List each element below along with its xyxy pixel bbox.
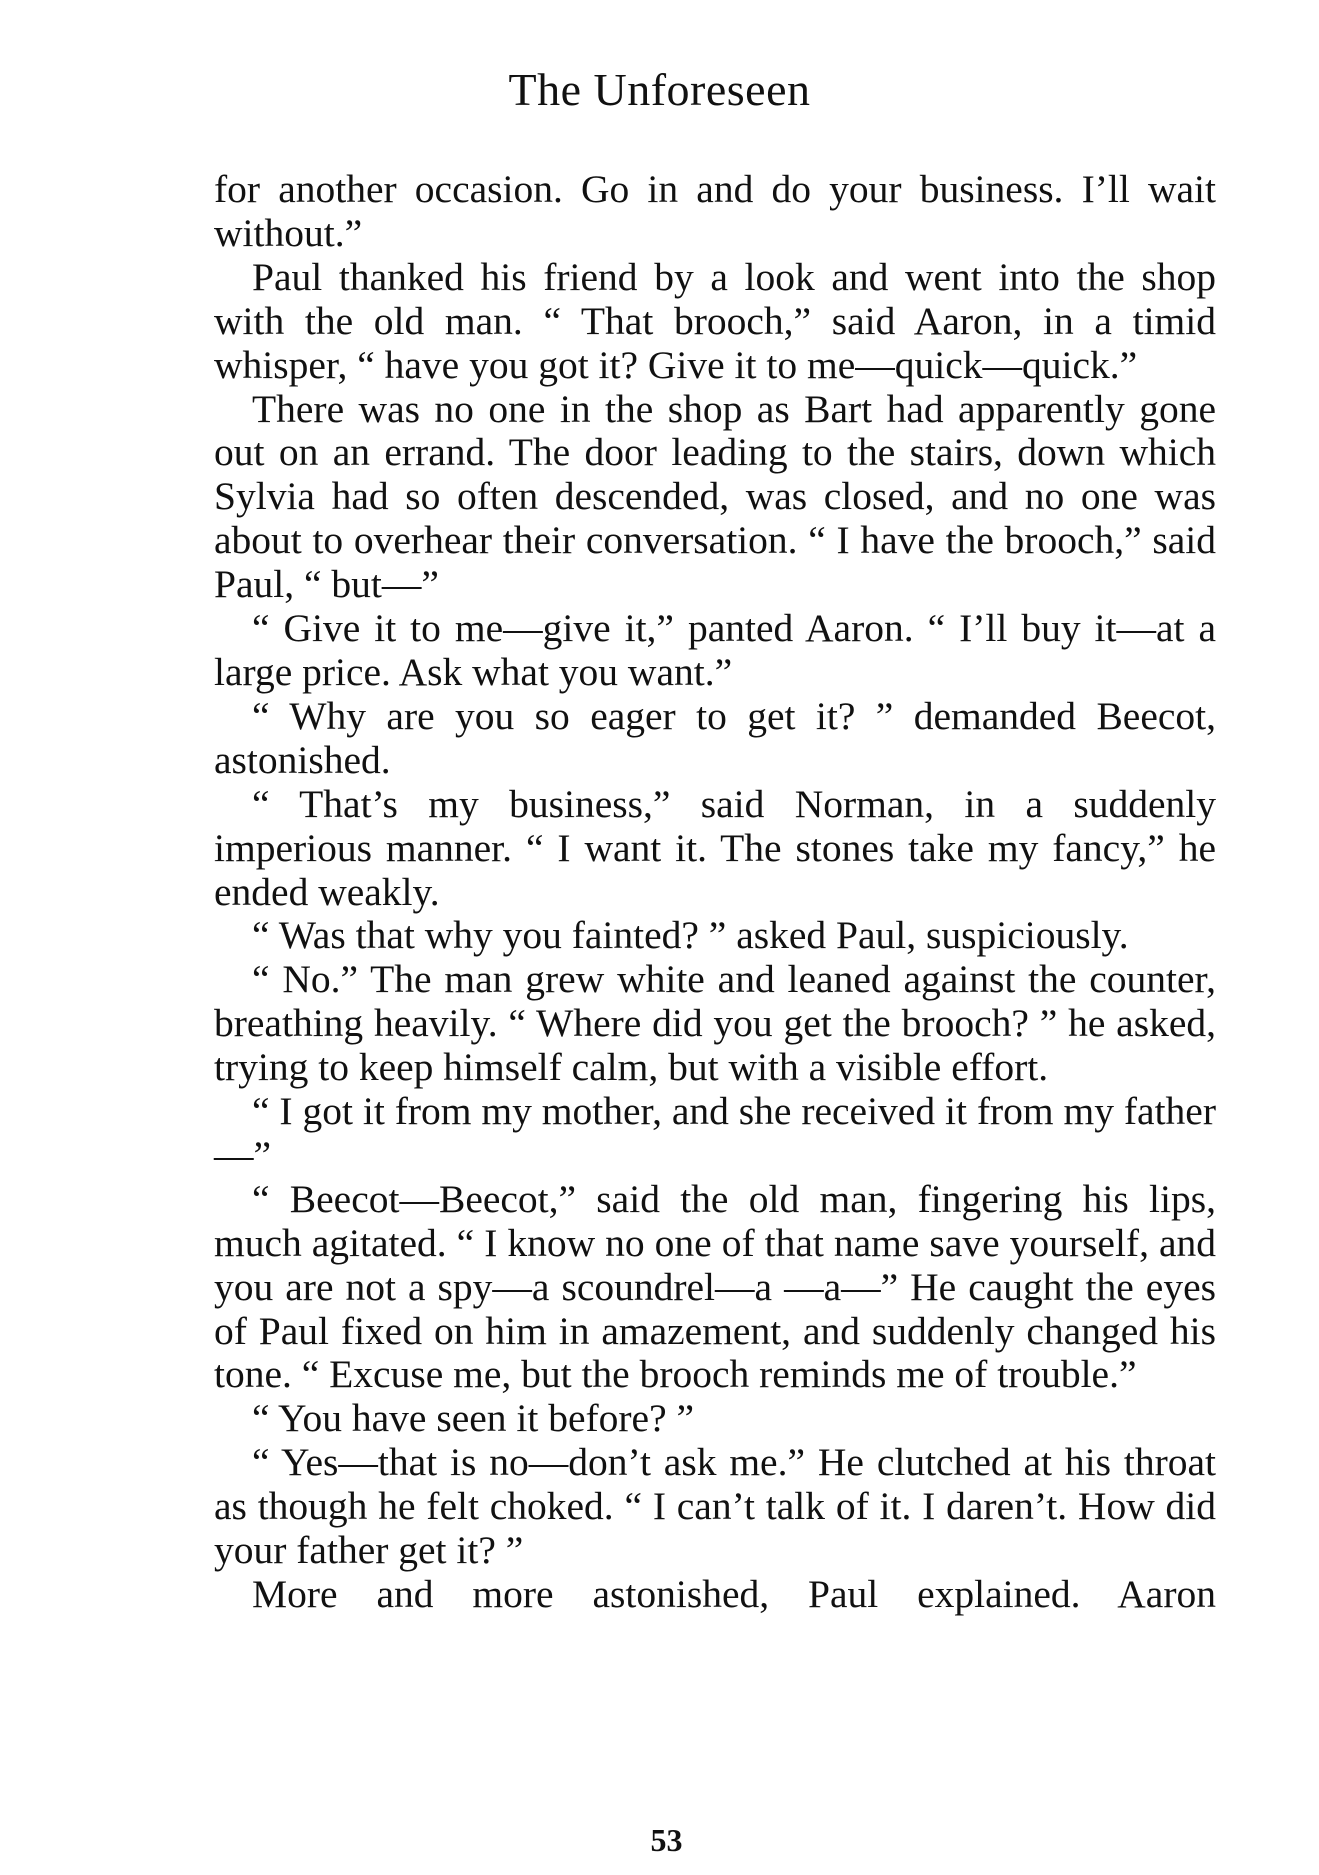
- paragraph: “ Give it to me—give it,” panted Aaron. “ I’ll buy it—at a large price. Ask what you want.”: [214, 606, 1216, 694]
- paragraph: “ Beecot—Beecot,” said the old man, fingering his lips, much agitated. “ I know no one of that name save yourself, and you are not a spy—a scoundrel—a —a—” He caught the eyes of Paul fixed on him in amazement, and suddenly changed his tone. “ Excuse me, but the brooch reminds me of trouble.”: [214, 1176, 1216, 1397]
- paragraph: “ Why are you so eager to get it? ” demanded Beecot, astonished.: [214, 693, 1216, 782]
- page-number: 53: [650, 1822, 683, 1858]
- paragraph: “ No.” The man grew white and leaned against the counter, breathing heavily. “ Where did you get the brooch? ” he asked, trying to keep himself calm, but with a visible effort.: [214, 957, 1216, 1090]
- paragraph: “ I got it from my mother, and she received it from my father—”: [214, 1089, 1216, 1177]
- paragraph: for another occasion. Go in and do your business. I’ll wait without.”: [214, 167, 1216, 255]
- paragraph: “ Yes—that is no—don’t ask me.” He clutched at his throat as though he felt choked. “ I can’t talk of it. I daren’t. How did your father get it? ”: [214, 1440, 1216, 1573]
- paragraph: “ Was that why you fainted? ” asked Paul, suspiciously.: [252, 913, 1129, 958]
- paragraph: “ You have seen it before? ”: [252, 1396, 695, 1441]
- running-head: The Unforeseen: [508, 64, 811, 115]
- body-text: [214, 168, 1216, 1617]
- paragraph: There was no one in the shop as Bart had apparently gone out on an errand. The door leading to the stairs, down which Sylvia had so often descended, was closed, and no one was about to overhear their conversation. “ I have the brooch,” said Paul, “ but—”: [214, 386, 1216, 607]
- paragraph: “ That’s my business,” said Norman, in a suddenly imperious manner. “ I want it. The stones take my fancy,” he ended weakly.: [214, 781, 1216, 914]
- paragraph-last: More and more astonished, Paul explained. Aaron: [252, 1572, 1216, 1616]
- paragraph: Paul thanked his friend by a look and went into the shop with the old man. “ That brooch,” said Aaron, in a timid whisper, “ have you got it? Give it to me—quick—quick.”: [214, 254, 1216, 387]
